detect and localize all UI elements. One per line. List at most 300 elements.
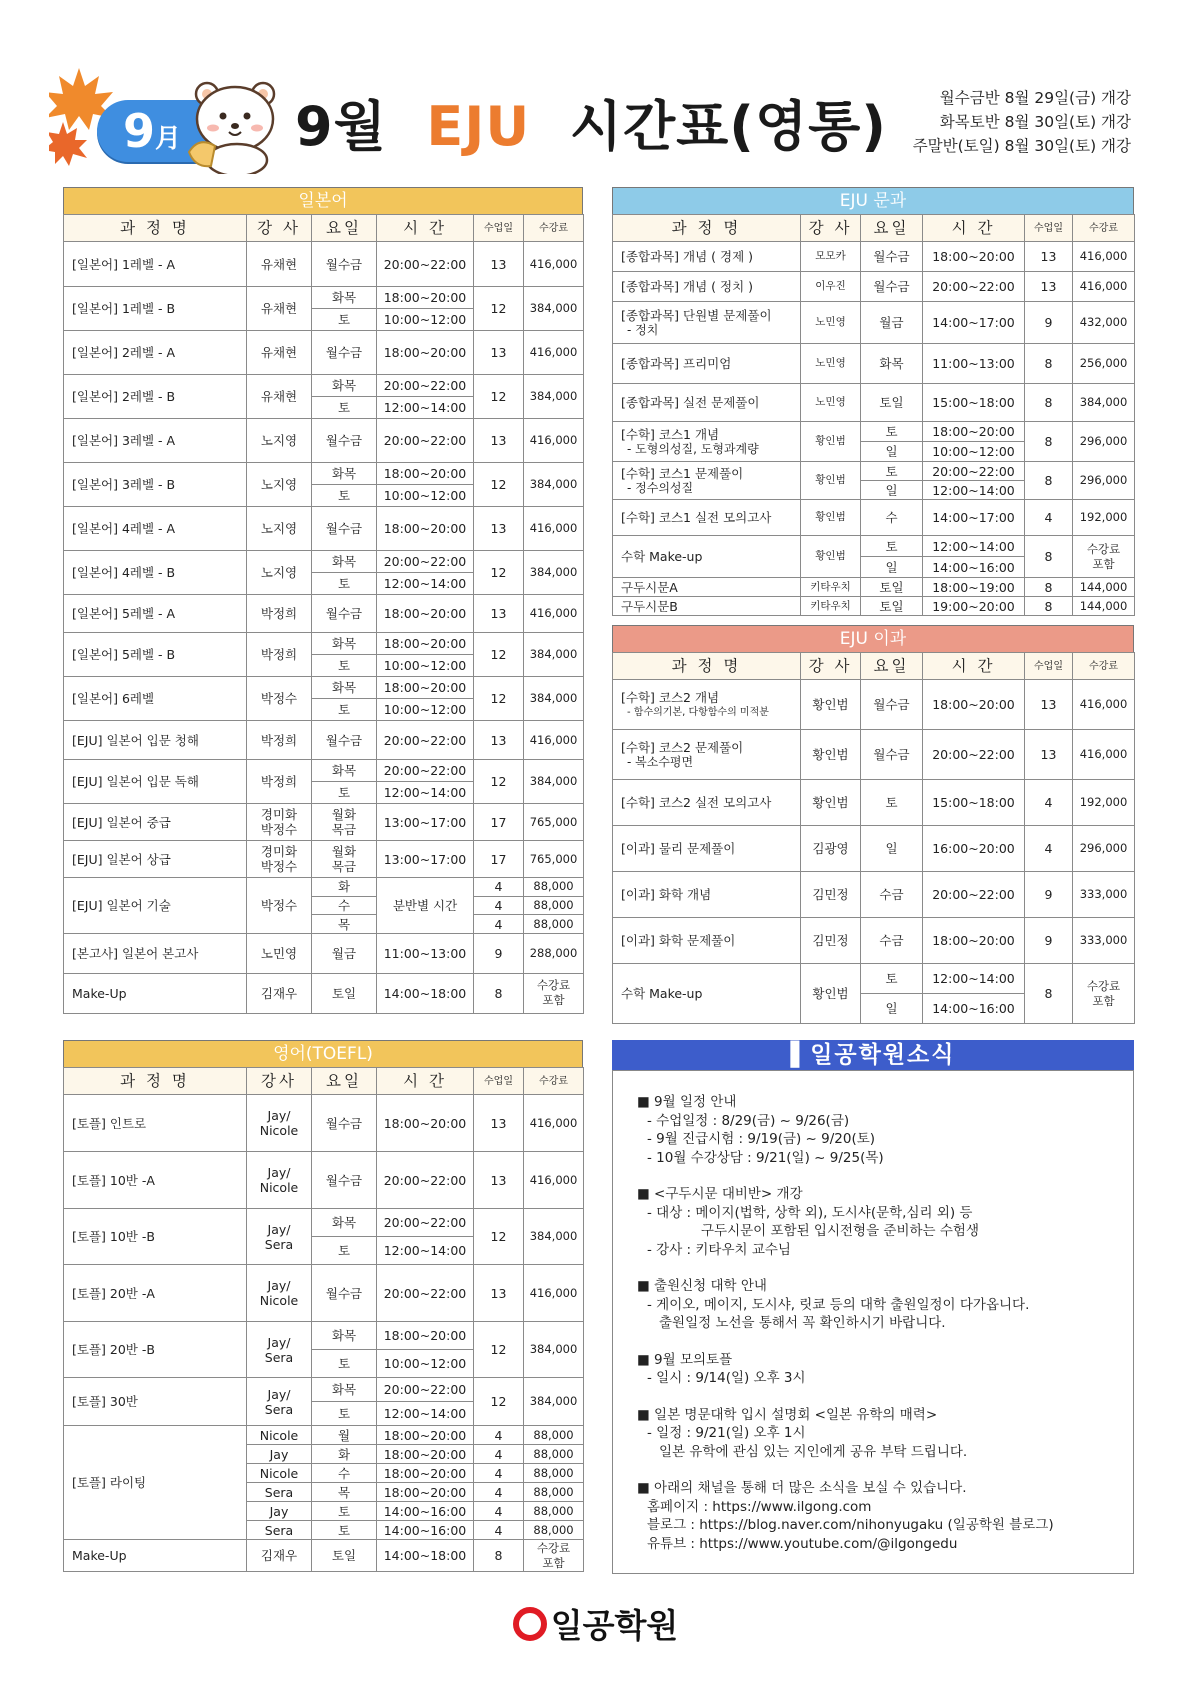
course-title: [토플] 20반 -A [72, 1285, 155, 1301]
session-count: 4 [474, 1426, 524, 1445]
humanities-table [612, 214, 1135, 616]
course-name [613, 344, 801, 384]
time: 18:00~20:00 [377, 1095, 474, 1152]
news-heading: ■ 일본 명문대학 입시 설명회 <일본 유학의 매력> [637, 1406, 938, 1423]
day: 월금 [861, 302, 923, 344]
news-item-oral-exam [637, 1185, 1115, 1259]
news-line: - 일정 : 9/21(일) 오후 1시 [647, 1425, 806, 1441]
footer [0, 1600, 1191, 1650]
course-fee: 144,000 [1073, 578, 1135, 597]
time: 20:00~22:00 [377, 1378, 474, 1402]
table-row [64, 1322, 584, 1350]
time: 18:00~20:00 [923, 422, 1025, 442]
fee-line: 수강료 [1086, 541, 1121, 556]
teacher [247, 1152, 312, 1209]
day: 토 [861, 964, 923, 994]
table-row [613, 302, 1135, 344]
time: 14:00~18:00 [377, 1540, 474, 1572]
time: 12:00~14:00 [923, 964, 1025, 994]
time: 18:00~20:00 [377, 1426, 474, 1445]
day: 토 [312, 573, 377, 595]
homepage-link[interactable]: 홈페이지 : https://www.ilgong.com [647, 1498, 872, 1515]
news-line: - 게이오, 메이지, 도시샤, 릿쿄 등의 대학 출원일정이 다가옵니다. [647, 1296, 1030, 1313]
day: 토 [312, 1402, 377, 1426]
course-title: [일본어] 3레벨 - B [72, 477, 176, 492]
course-fee: 296,000 [1073, 826, 1135, 872]
teacher: 김재우 [247, 973, 312, 1013]
time: 12:00~14:00 [923, 536, 1025, 557]
col-day: 요일 [861, 653, 923, 680]
news-line: - 강사 : 키타우치 교수님 [647, 1241, 791, 1258]
session-count: 8 [474, 1540, 524, 1572]
session-count: 13 [1025, 242, 1073, 272]
course-name [613, 872, 801, 918]
time: 15:00~18:00 [923, 780, 1025, 826]
news-item-schedule [637, 1093, 1115, 1167]
teacher: 노민영 [801, 302, 861, 344]
teacher-line: Jay/ [267, 1108, 291, 1123]
time: 18:00~20:00 [377, 595, 474, 633]
course-fee: 765,000 [524, 841, 584, 878]
course-name [613, 578, 801, 597]
session-count: 13 [474, 1095, 524, 1152]
table-row [64, 507, 584, 551]
time: 13:00~17:00 [377, 841, 474, 878]
teacher: 유채현 [247, 331, 312, 375]
table-row [613, 680, 1135, 730]
teacher: 노지영 [247, 463, 312, 507]
fee-line: 포함 [542, 1555, 565, 1570]
bear-mascot-icon [185, 74, 285, 174]
day: 월수금 [312, 419, 377, 463]
news-line: - 9월 진급시험 : 9/19(금) ~ 9/20(토) [647, 1131, 876, 1147]
course-name [64, 841, 247, 878]
course-fee: 416,000 [524, 1265, 584, 1322]
opening-line: 월수금반 8월 29일(금) 개강 [939, 89, 1131, 107]
course-name [613, 242, 801, 272]
time: 13:00~17:00 [377, 804, 474, 841]
course-title: [수학] 코스1 개념 [621, 426, 720, 442]
course-subtitle: - 정수의성질 [627, 480, 694, 495]
time: 12:00~14:00 [377, 397, 474, 419]
course-name [64, 721, 247, 760]
course-name [64, 878, 247, 934]
session-count: 4 [1025, 500, 1073, 536]
news-line: 일본 유학에 관심 있는 지인에게 공유 부탁 드립니다. [659, 1443, 968, 1460]
col-sessions: 수업일 [474, 215, 524, 242]
table-row [613, 918, 1135, 964]
session-count: 17 [474, 841, 524, 878]
col-fee: 수강료 [1073, 215, 1135, 242]
time: 18:00~20:00 [377, 507, 474, 551]
teacher: 노민영 [247, 933, 312, 973]
course-title: [본고사] 일본어 본고사 [72, 945, 199, 961]
day: 월금 [312, 933, 377, 973]
day: 월수금 [861, 272, 923, 302]
course-title: [수학] 코스2 문제풀이 [621, 739, 744, 755]
course-fee: 416,000 [1073, 242, 1135, 272]
col-time: 시 간 [923, 653, 1025, 680]
session-count: 13 [474, 721, 524, 760]
teacher: 박정희 [247, 633, 312, 677]
day: 수 [312, 896, 377, 915]
table-row [64, 1265, 584, 1322]
fee-line: 수강료 [1086, 978, 1121, 993]
day: 월수금 [312, 1095, 377, 1152]
session-count: 4 [474, 1445, 524, 1464]
day: 수 [861, 500, 923, 536]
course-fee: 384,000 [524, 1209, 584, 1265]
time: 10:00~12:00 [377, 485, 474, 507]
news-item-application [637, 1277, 1115, 1333]
page-title: 9월 EJU 시간표(영통) [295, 95, 887, 158]
day: 토 [312, 485, 377, 507]
day: 화목 [312, 677, 377, 699]
course-fee: 384,000 [524, 463, 584, 507]
table-row [613, 872, 1135, 918]
course-name [64, 463, 247, 507]
table-row [64, 242, 584, 287]
day: 토 [861, 780, 923, 826]
teacher: 황인범 [801, 462, 861, 500]
table-row [64, 551, 584, 573]
col-fee: 수강료 [524, 1068, 584, 1095]
session-count: 13 [474, 331, 524, 375]
teacher [247, 804, 312, 841]
course-fee: 416,000 [524, 595, 584, 633]
time: 20:00~22:00 [377, 242, 474, 287]
course-title: [이과] 물리 문제풀이 [621, 841, 736, 856]
news-line: - 일시 : 9/14(일) 오후 3시 [647, 1370, 806, 1386]
session-count: 12 [474, 633, 524, 677]
teacher: Sera [247, 1521, 312, 1540]
course-title: [일본어] 3레벨 - A [72, 433, 176, 448]
day-line: 월화 [331, 844, 357, 859]
course-fee: 416,000 [524, 1152, 584, 1209]
news-heading: ■ 출원신청 대학 안내 [637, 1278, 767, 1294]
time: 12:00~14:00 [377, 573, 474, 595]
course-title: [일본어] 5레벨 - B [72, 647, 176, 662]
table-row [64, 760, 584, 782]
time: 12:00~14:00 [377, 1237, 474, 1265]
course-fee: 333,000 [1073, 918, 1135, 964]
session-count: 8 [474, 973, 524, 1013]
session-count: 9 [1025, 918, 1073, 964]
session-count: 4 [474, 1464, 524, 1483]
day: 화목 [312, 760, 377, 782]
news-item-channels [637, 1479, 1115, 1553]
course-title: [일본어] 4레벨 - A [72, 521, 176, 536]
teacher-line: Jay/ [267, 1278, 291, 1293]
time: 18:00~20:00 [377, 463, 474, 485]
day: 화목 [312, 633, 377, 655]
time: 20:00~22:00 [923, 272, 1025, 302]
day: 월수금 [312, 595, 377, 633]
teacher [247, 1322, 312, 1378]
english-table [63, 1067, 584, 1572]
col-teacher: 강 사 [801, 215, 861, 242]
course-title: 구두시문B [621, 598, 678, 614]
table-row [64, 841, 584, 878]
youtube-link[interactable]: 유튜브 : https://www.youtube.com/@ilgongedu [647, 1535, 958, 1552]
day: 월 [312, 1426, 377, 1445]
table-row [64, 1426, 584, 1445]
course-title: [수학] 코스2 개념 [621, 689, 720, 705]
course-name [613, 536, 801, 578]
col-teacher: 강 사 [801, 653, 861, 680]
course-name [613, 302, 801, 344]
course-title: [종합과목] 단원별 문제풀이 [621, 307, 772, 323]
table-row [613, 578, 1135, 597]
course-fee [524, 1540, 584, 1572]
table-row [64, 375, 584, 397]
course-fee: 88,000 [524, 878, 584, 897]
session-count: 4 [474, 915, 524, 934]
english-table-title: 영어(TOEFL) [63, 1040, 583, 1067]
teacher-line: 박정수 [260, 822, 298, 837]
time: 20:00~22:00 [377, 721, 474, 760]
teacher [247, 1265, 312, 1322]
course-title: [종합과목] 개념 ( 정치 ) [621, 279, 754, 294]
table-row [64, 1378, 584, 1402]
session-count: 13 [474, 419, 524, 463]
table-row [613, 597, 1135, 616]
time: 18:00~20:00 [377, 1483, 474, 1502]
time: 10:00~12:00 [377, 1350, 474, 1378]
teacher: 황인범 [801, 780, 861, 826]
circle-ring-icon [513, 1607, 547, 1641]
teacher: 김광영 [801, 826, 861, 872]
day: 토 [312, 782, 377, 804]
course-name [64, 633, 247, 677]
course-name [64, 973, 247, 1013]
course-title: [토플] 20반 -B [72, 1342, 155, 1357]
table-row [64, 595, 584, 633]
teacher: 노민영 [801, 344, 861, 384]
humanities-rows [613, 242, 1135, 616]
course-title: [이과] 화학 문제풀이 [621, 933, 736, 948]
time: 11:00~13:00 [923, 344, 1025, 384]
day: 일 [861, 557, 923, 578]
course-title: [일본어] 5레벨 - A [72, 606, 176, 621]
time: 20:00~22:00 [377, 419, 474, 463]
time: 20:00~22:00 [923, 730, 1025, 780]
day: 화목 [312, 1209, 377, 1237]
course-name [64, 507, 247, 551]
day: 월수금 [312, 242, 377, 287]
course-fee: 384,000 [524, 287, 584, 331]
time: 20:00~22:00 [923, 872, 1025, 918]
news-heading: ■ 아래의 채널을 통해 더 많은 소식을 보실 수 있습니다. [637, 1480, 967, 1496]
session-count: 13 [474, 1265, 524, 1322]
day [312, 804, 377, 841]
course-title: 수학 Make-up [621, 549, 703, 564]
course-fee: 296,000 [1073, 462, 1135, 500]
teacher: 노민영 [801, 384, 861, 422]
time: 분반별 시간 [377, 878, 474, 934]
course-title: [일본어] 2레벨 - A [72, 345, 176, 360]
course-title: Make-Up [72, 985, 127, 1001]
course-fee [1073, 536, 1135, 578]
course-name [613, 462, 801, 500]
course-name [64, 760, 247, 804]
course-fee: 88,000 [524, 1464, 584, 1483]
humanities-schedule [612, 187, 1134, 616]
course-fee: 384,000 [1073, 384, 1135, 422]
table-row [613, 826, 1135, 872]
course-fee: 384,000 [524, 1322, 584, 1378]
page-header [0, 0, 1191, 175]
day: 토일 [861, 384, 923, 422]
course-fee: 88,000 [524, 1483, 584, 1502]
table-row [64, 419, 584, 463]
time: 10:00~12:00 [923, 442, 1025, 462]
teacher-line: Jay/ [267, 1165, 291, 1180]
table-row [613, 272, 1135, 302]
course-fee: 88,000 [524, 915, 584, 934]
course-name [64, 287, 247, 331]
english-rows [64, 1095, 584, 1572]
day: 토 [312, 1350, 377, 1378]
teacher-line: Nicole [259, 1123, 299, 1138]
table-row [613, 500, 1135, 536]
session-count: 13 [1025, 730, 1073, 780]
time: 20:00~22:00 [377, 1152, 474, 1209]
day: 화 [312, 1445, 377, 1464]
month-badge-pill: 9月 [97, 100, 227, 162]
day: 토 [312, 655, 377, 677]
course-title: [일본어] 4레벨 - B [72, 565, 176, 580]
day: 토 [312, 1521, 377, 1540]
time: 11:00~13:00 [377, 933, 474, 973]
course-name [613, 384, 801, 422]
course-fee: 296,000 [1073, 422, 1135, 462]
day: 수금 [861, 872, 923, 918]
session-count: 8 [1025, 964, 1073, 1024]
table-row [613, 344, 1135, 384]
japanese-rows [64, 242, 584, 1014]
teacher [247, 1209, 312, 1265]
table-row [613, 462, 1135, 481]
teacher: 황인범 [801, 536, 861, 578]
teacher [247, 1378, 312, 1426]
course-title: [수학] 코스1 실전 모의고사 [621, 510, 772, 525]
time: 20:00~22:00 [377, 375, 474, 397]
opening-line: 주말반(토일) 8월 30일(토) 개강 [912, 137, 1131, 155]
fee-line: 수강료 [536, 978, 571, 993]
table-row [613, 780, 1135, 826]
day: 화목 [312, 551, 377, 573]
course-fee: 192,000 [1073, 780, 1135, 826]
session-count: 12 [474, 375, 524, 419]
day: 화목 [312, 463, 377, 485]
month-badge [55, 68, 270, 178]
time: 20:00~22:00 [377, 760, 474, 782]
day: 화목 [312, 1378, 377, 1402]
course-fee: 432,000 [1073, 302, 1135, 344]
course-fee: 384,000 [524, 375, 584, 419]
teacher: 박정수 [247, 878, 312, 934]
blog-link[interactable]: 블로그 : https://blog.naver.com/nihonyugaku (일공학원 블로그) [647, 1517, 1054, 1533]
teacher-line: 경미화 [260, 807, 298, 822]
day: 토일 [312, 973, 377, 1013]
course-name [613, 918, 801, 964]
col-time: 시 간 [377, 215, 474, 242]
teacher-line: 경미화 [260, 844, 298, 859]
table-row [64, 721, 584, 760]
day: 일 [861, 994, 923, 1024]
day: 월수금 [861, 242, 923, 272]
course-fee: 88,000 [524, 1426, 584, 1445]
course-name [613, 422, 801, 462]
course-fee: 416,000 [524, 331, 584, 375]
time: 20:00~22:00 [377, 1209, 474, 1237]
course-fee: 144,000 [1073, 597, 1135, 616]
course-fee: 416,000 [1073, 272, 1135, 302]
time: 18:00~20:00 [377, 1464, 474, 1483]
teacher: 황인범 [801, 680, 861, 730]
news-item-seminar [637, 1406, 1115, 1462]
table-row [64, 287, 584, 309]
day: 화 [312, 878, 377, 897]
session-count: 8 [1025, 462, 1073, 500]
course-title: [종합과목] 개념 ( 경제 ) [621, 249, 754, 264]
time: 12:00~14:00 [377, 782, 474, 804]
time: 18:00~20:00 [377, 287, 474, 309]
course-name [613, 964, 801, 1024]
table-row [64, 633, 584, 655]
day: 수 [312, 1464, 377, 1483]
course-title: [토플] 30반 [72, 1394, 138, 1409]
japanese-schedule [63, 187, 583, 1014]
teacher: 박정희 [247, 760, 312, 804]
course-name [64, 933, 247, 973]
teacher: Sera [247, 1483, 312, 1502]
course-name [64, 419, 247, 463]
table-row [64, 1540, 584, 1572]
course-name [613, 272, 801, 302]
fee-line: 포함 [1092, 556, 1115, 571]
time: 14:00~16:00 [377, 1521, 474, 1540]
day-line: 목금 [331, 859, 357, 874]
course-title: [EJU] 일본어 중급 [72, 814, 171, 830]
course-title: 수학 Make-up [621, 986, 703, 1001]
course-fee: 416,000 [1073, 730, 1135, 780]
time: 20:00~22:00 [923, 462, 1025, 481]
time: 10:00~12:00 [377, 655, 474, 677]
course-fee: 384,000 [524, 677, 584, 721]
time: 12:00~14:00 [923, 481, 1025, 500]
teacher: Jay [247, 1445, 312, 1464]
course-fee: 88,000 [524, 1521, 584, 1540]
day: 일 [861, 481, 923, 500]
day: 목 [312, 915, 377, 934]
course-name [613, 680, 801, 730]
table-row [613, 384, 1135, 422]
news-item-mock-toefl [637, 1351, 1115, 1388]
session-count: 8 [1025, 344, 1073, 384]
course-fee: 88,000 [524, 1502, 584, 1521]
col-course: 과 정 명 [64, 215, 247, 242]
day: 토 [312, 397, 377, 419]
session-count: 12 [474, 551, 524, 595]
course-fee [1073, 964, 1135, 1024]
course-title: [일본어] 6레벨 [72, 691, 155, 706]
teacher: 황인범 [801, 964, 861, 1024]
teacher: 김민정 [801, 918, 861, 964]
time: 14:00~17:00 [923, 500, 1025, 536]
day: 토 [861, 422, 923, 442]
